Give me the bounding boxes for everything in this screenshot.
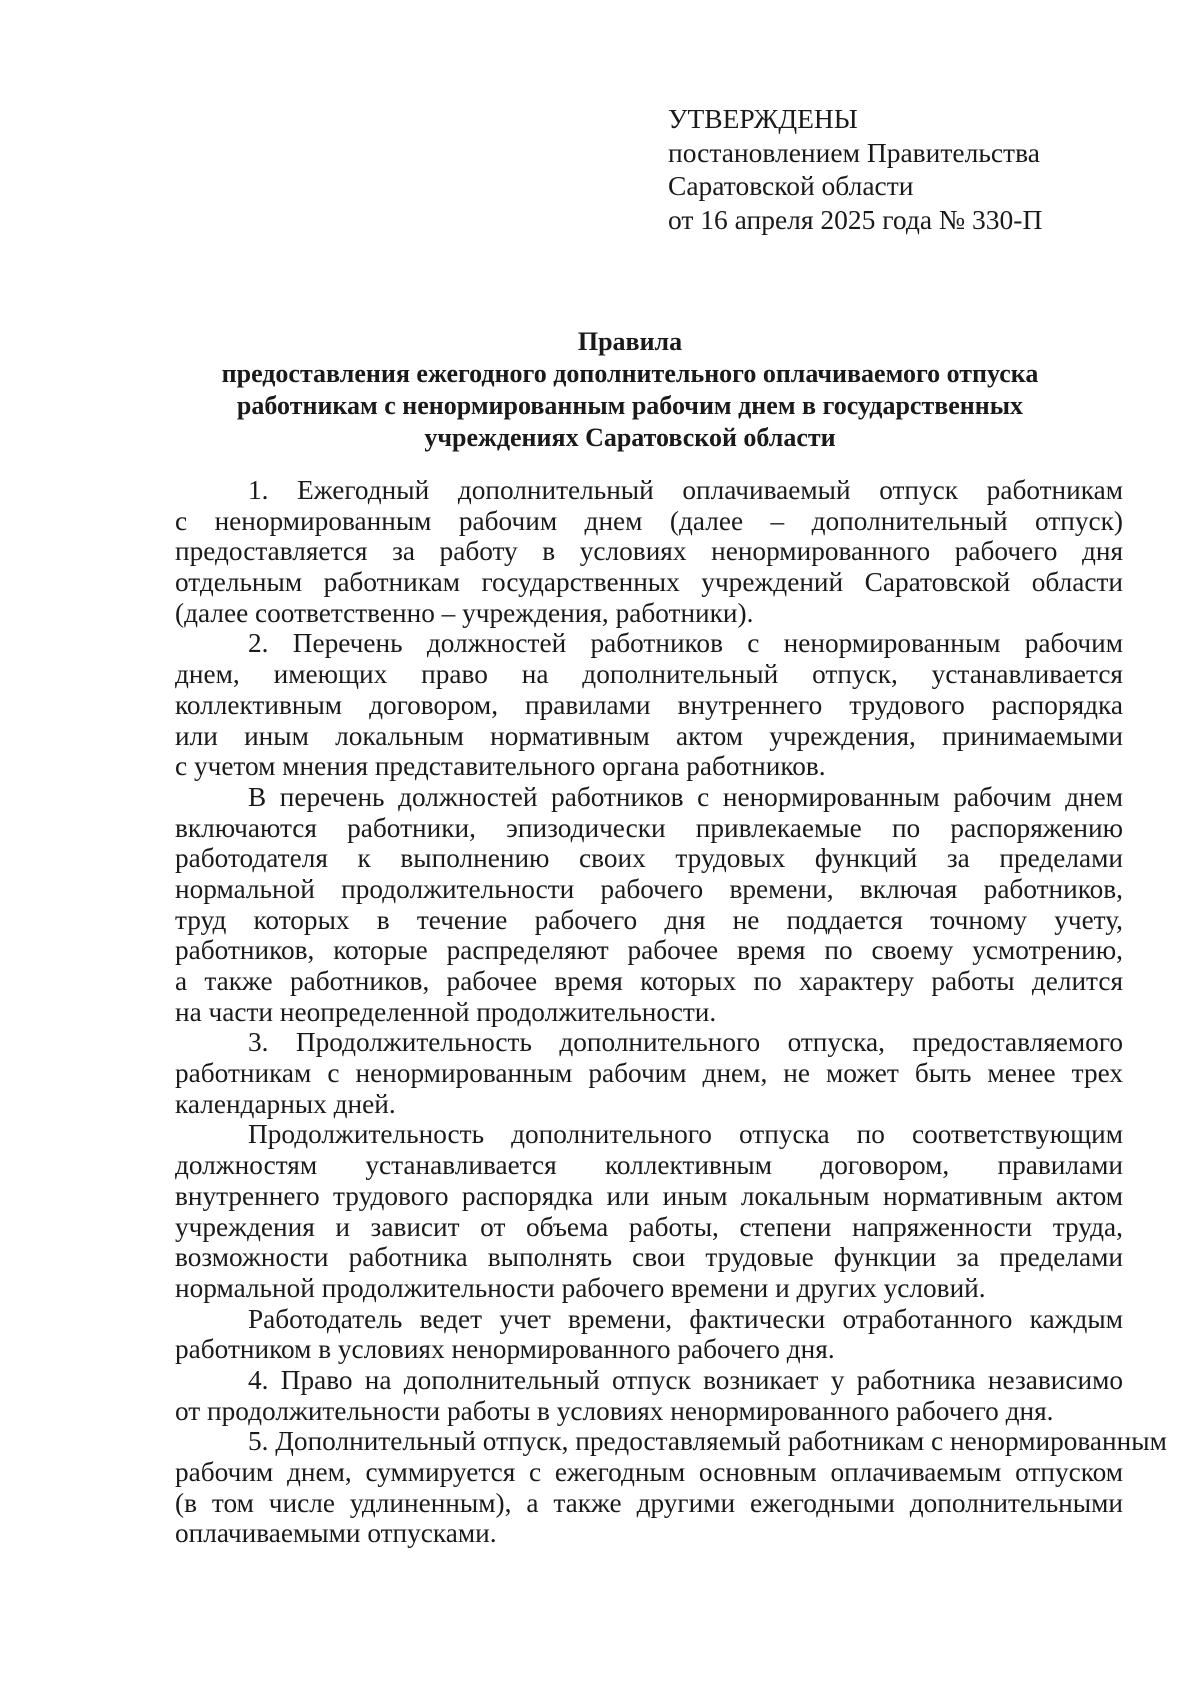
paragraph-line: рабочим днем, суммируется с ежегодным основным оплачиваемым отпуском — [175, 1457, 1123, 1487]
paragraph-line: 2. Перечень должностей работников с ненормированным рабочим — [248, 628, 1123, 659]
approval-authority: постановлением Правительства — [668, 136, 1040, 168]
paragraph-line: отдельным работникам государственных учреждений Саратовской области — [175, 567, 1123, 598]
paragraph-line: 1. Ежегодный дополнительный оплачиваемый отпуск работникам — [248, 475, 1123, 505]
title-line: учреждениях Саратовской области — [424, 423, 836, 452]
body-paragraph — [175, 1304, 1123, 1365]
paragraph-line: учреждения и зависит от объема работы, степени напряженности труда, — [175, 1211, 1123, 1242]
paragraph-line: 4. Право на дополнительный отпуск возникает у работника независимо — [248, 1364, 1123, 1395]
paragraph-line: с ненормированным рабочим днем (далее – дополнительный отпуск) — [175, 505, 1123, 536]
title-line: Правила — [577, 327, 683, 356]
body-paragraph — [175, 782, 1123, 1028]
paragraph-line: нормальной продолжительности рабочего времени и других условий. — [175, 1272, 986, 1303]
body-paragraph — [175, 628, 1123, 781]
paragraph-line: работодателя к выполнению своих трудовых функций за пределами — [175, 843, 1123, 874]
body-paragraph — [175, 1027, 1123, 1119]
paragraph-line: возможности работника выполнять свои трудовые функции за пределами — [175, 1242, 1123, 1273]
paragraph-line: 5. Дополнительный отпуск, предоставляемый работникам с ненормированным — [248, 1426, 1167, 1457]
paragraph-line: (далее соответственно – учреждения, работники). — [175, 597, 754, 628]
paragraph-line: нормальной продолжительности рабочего времени, включая работников, — [175, 873, 1123, 904]
paragraph-line: календарных дней. — [175, 1088, 396, 1119]
paragraph-line: предоставляется за работу в условиях ненормированного рабочего дня — [175, 536, 1123, 567]
paragraph-line: оплачиваемыми отпусками. — [175, 1518, 497, 1549]
paragraph-line: работников, которые распределяют рабочее время по своему усмотрению, — [175, 935, 1123, 966]
paragraph-line: или иным локальным нормативным актом учреждения, принимаемыми — [175, 720, 1123, 751]
paragraph-line: В перечень должностей работников с ненормированным рабочим днем — [248, 781, 1123, 812]
paragraph-line: а также работников, рабочее время которых по характеру работы делится — [175, 966, 1123, 996]
body-paragraph — [175, 1119, 1123, 1303]
approval-stamp-block — [668, 102, 1042, 236]
document-title — [160, 326, 1100, 454]
paragraph-line: работникам с ненормированным рабочим днем, не может быть менее трех — [175, 1058, 1123, 1089]
paragraph-line: 3. Продолжительность дополнительного отпуска, предоставляемого — [248, 1027, 1123, 1058]
body-paragraph — [175, 1426, 1167, 1549]
approval-region: Саратовской области — [668, 170, 914, 201]
paragraph-line: труд которых в течение рабочего дня не поддается точному учету, — [175, 904, 1123, 935]
title-line: предоставления ежегодного дополнительного оплачиваемого отпуска — [221, 359, 1039, 388]
document-body — [175, 475, 1167, 1549]
body-paragraph — [175, 1365, 1123, 1426]
paragraph-line: должностям устанавливается коллективным договором, правилами — [175, 1150, 1123, 1181]
paragraph-line: от продолжительности работы в условиях ненормированного рабочего дня. — [175, 1395, 1054, 1426]
approval-date-number: от 16 апреля 2025 года № 330-П — [668, 203, 1043, 235]
approval-heading: УТВЕРЖДЕНЫ — [668, 103, 858, 134]
paragraph-line: Продолжительность дополнительного отпуска по соответствующим — [248, 1119, 1123, 1150]
body-paragraph — [175, 475, 1123, 628]
paragraph-line: на части неопределенной продолжительности. — [175, 996, 717, 1027]
paragraph-line: днем, имеющих право на дополнительный отпуск, устанавливается — [175, 659, 1123, 690]
title-line: работникам с ненормированным рабочим днем в государственных — [236, 391, 1024, 420]
paragraph-line: с учетом мнения представительного органа работников. — [175, 751, 826, 782]
paragraph-line: внутреннего трудового распорядка или иным локальным нормативным актом — [175, 1180, 1123, 1211]
paragraph-line: коллективным договором, правилами внутреннего трудового распорядка — [175, 689, 1123, 720]
paragraph-line: включаются работники, эпизодически привлекаемые по распоряжению — [175, 812, 1123, 843]
paragraph-line: (в том числе удлиненным), а также другими ежегодными дополнительными — [175, 1487, 1123, 1518]
paragraph-line: Работодатель ведет учет времени, фактически отработанного каждым — [248, 1303, 1123, 1334]
paragraph-line: работником в условиях ненормированного рабочего дня. — [175, 1334, 835, 1365]
